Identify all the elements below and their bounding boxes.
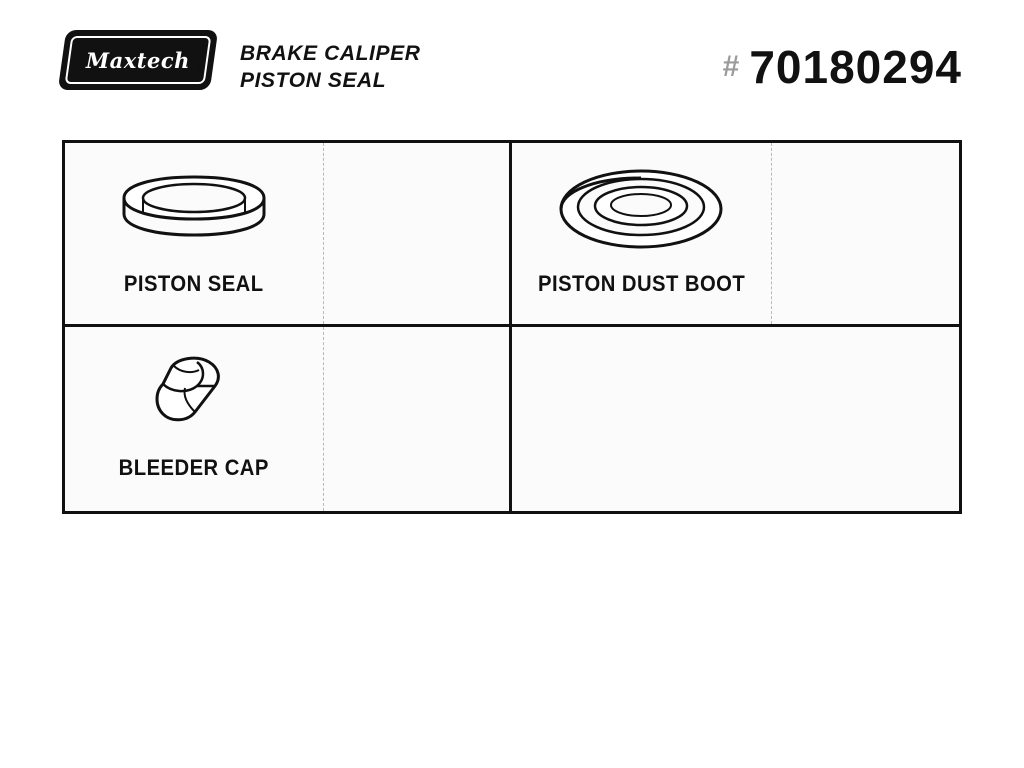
components-grid	[62, 140, 962, 514]
page-title	[240, 40, 420, 94]
part-number-block	[723, 40, 962, 94]
cell-divider	[323, 327, 324, 511]
piston-seal-ring-icon	[65, 157, 323, 262]
grid-cell-empty	[512, 327, 959, 511]
cell-divider	[771, 143, 772, 324]
grid-cell-piston-dust-boot	[512, 143, 959, 327]
piston-dust-boot-icon	[512, 157, 771, 262]
page-header	[0, 0, 1024, 120]
grid-cell-bleeder-cap	[65, 327, 512, 511]
bleeder-cap-icon	[65, 341, 323, 446]
part-number-value: 70180294	[749, 41, 962, 93]
page-title-line-1: BRAKE CALIPER	[240, 42, 421, 65]
cell-label-piston-dust-boot: PISTON DUST BOOT	[538, 271, 746, 296]
brand-logo-frame	[65, 36, 212, 84]
cell-label-piston-seal: PISTON SEAL	[123, 271, 264, 296]
page-title-line-2: PISTON SEAL	[240, 69, 387, 92]
hash-icon: #	[722, 50, 740, 83]
brand-logo	[58, 30, 218, 90]
cell-divider	[323, 143, 324, 324]
registered-trademark-icon: ®	[196, 62, 205, 74]
grid-cell-piston-seal	[65, 143, 512, 327]
brand-name: Maxtech	[86, 47, 190, 73]
cell-label-bleeder-cap: BLEEDER CAP	[118, 455, 269, 480]
